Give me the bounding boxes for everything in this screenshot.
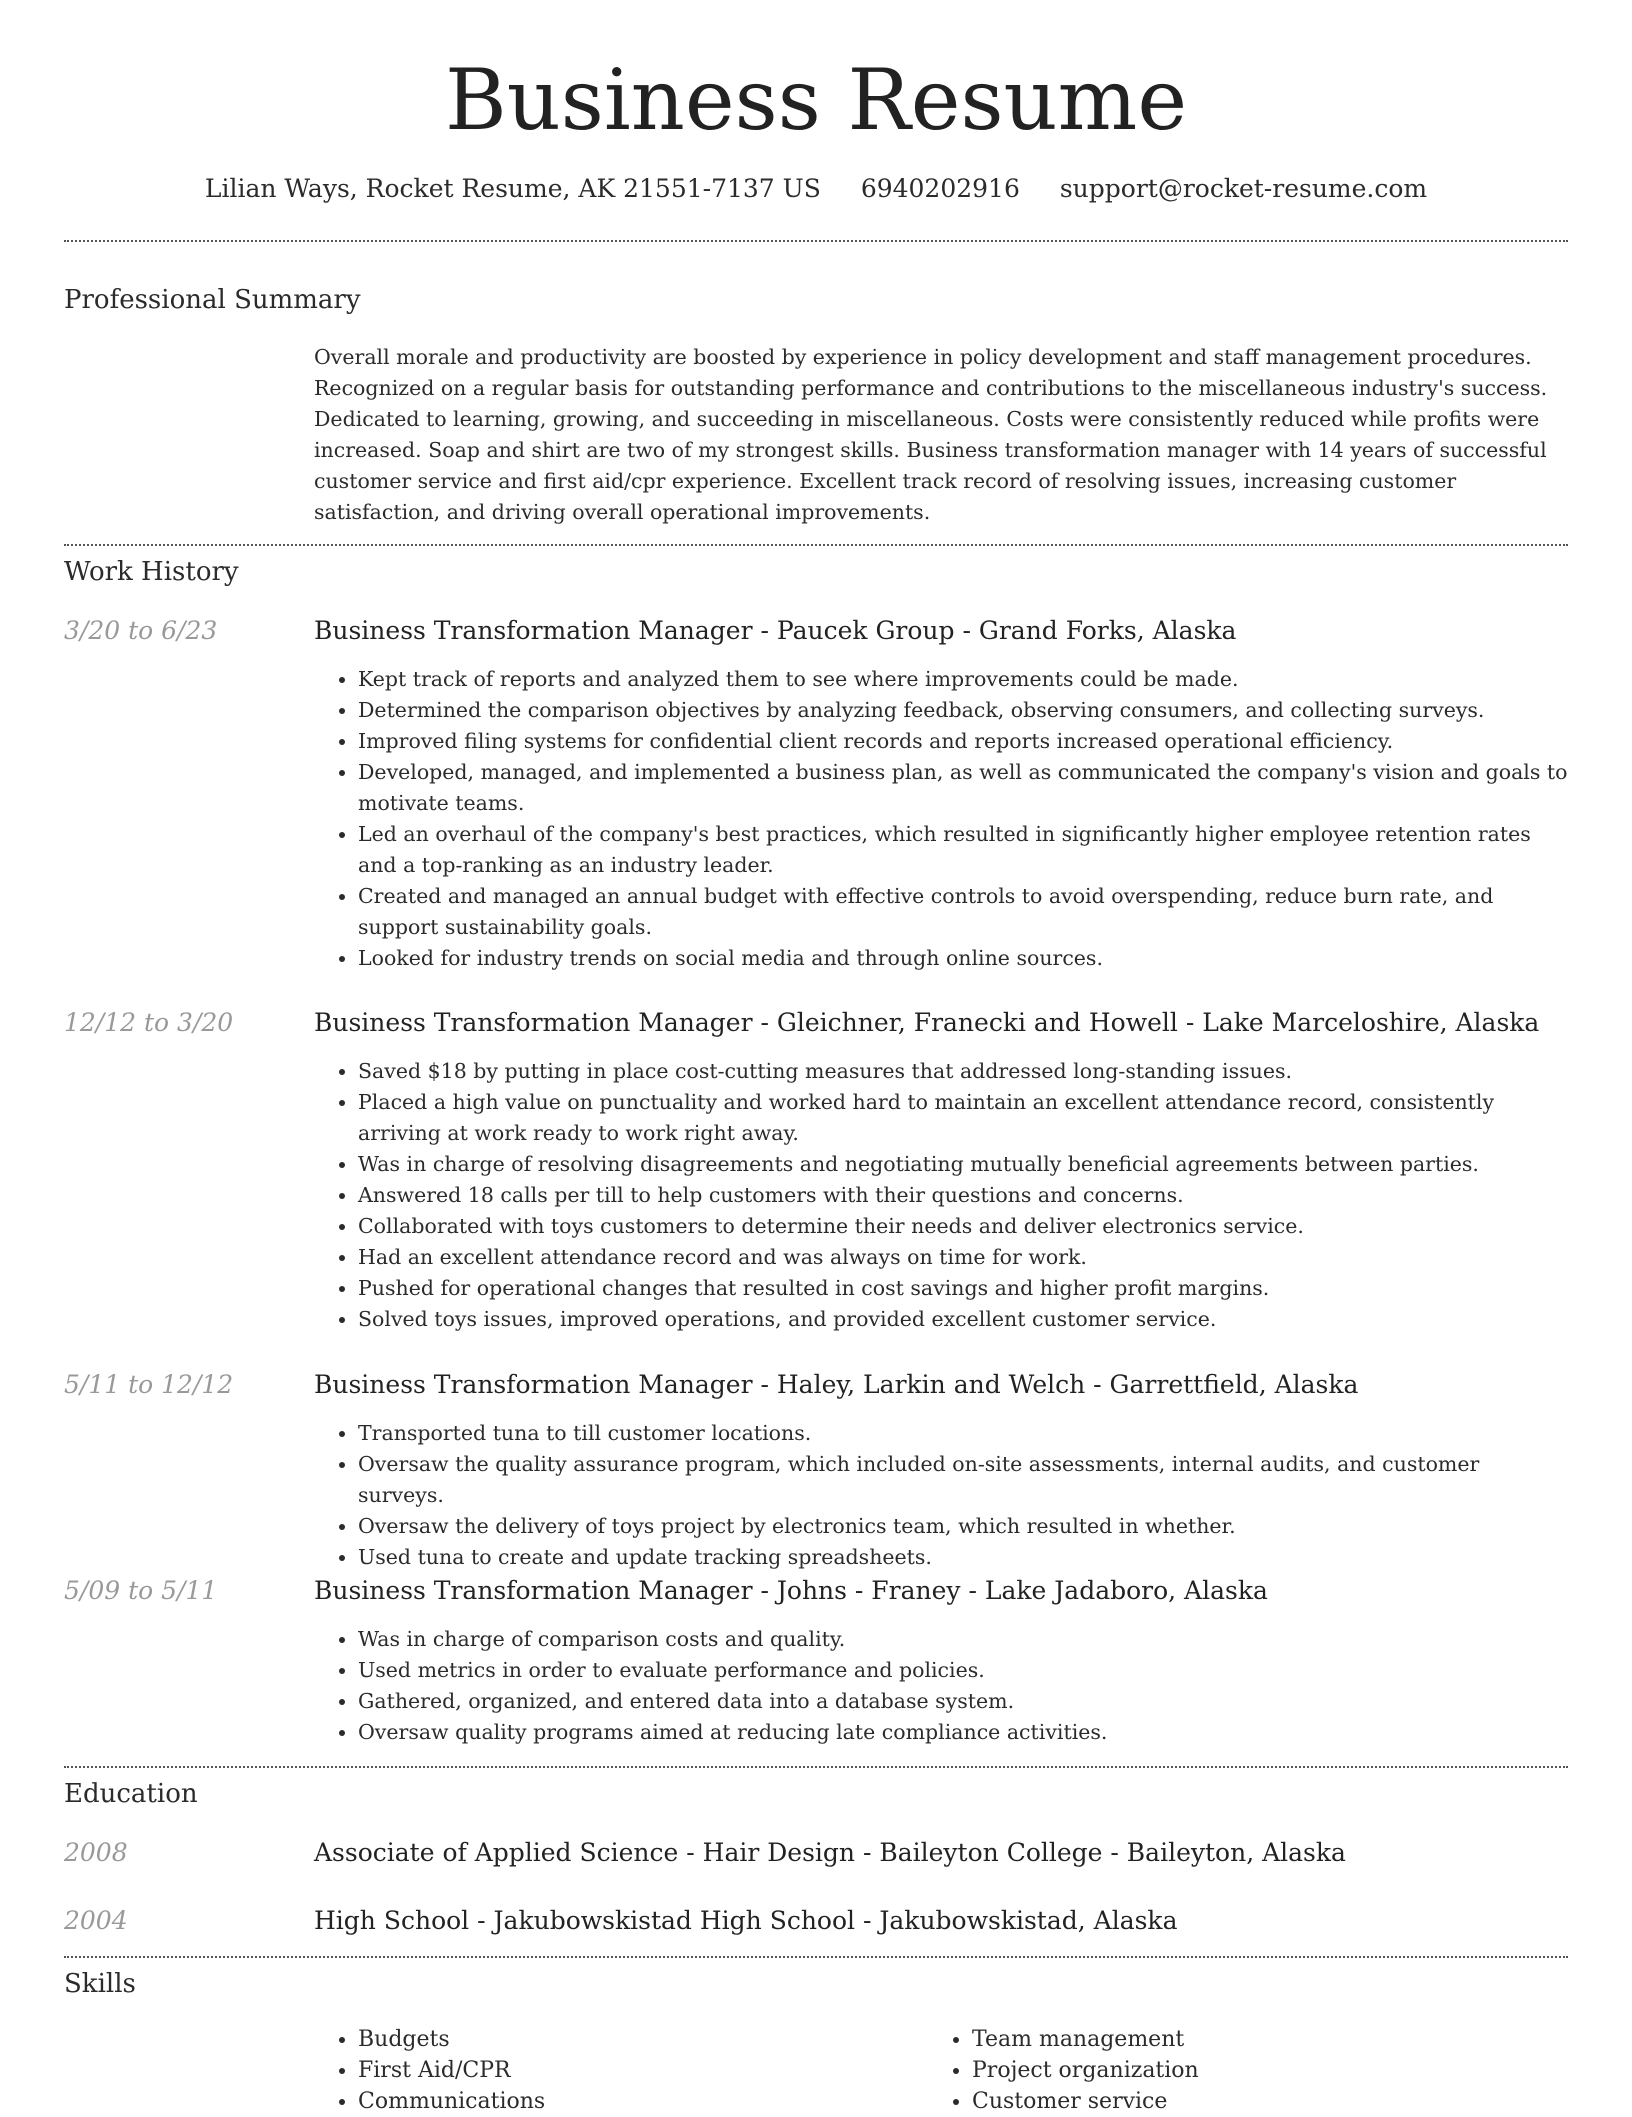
job-dates: 5/11 to 12/12 — [64, 1370, 234, 1399]
education-heading: Education — [64, 1779, 198, 1809]
job-bullets — [314, 1418, 1568, 1573]
job-bullet: • Placed a high value on punctuality and worked hard to maintain an excellent attendance record, consistently arriving at work ready to work right away. — [358, 1087, 1568, 1149]
job-bullet: • Transported tuna to till customer locations. — [358, 1418, 1568, 1449]
skills-list-right — [928, 2024, 1488, 2117]
job-bullet: • Answered 18 calls per till to help customers with their questions and concerns. — [358, 1180, 1568, 1211]
job-bullet: • Saved $18 by putting in place cost-cutting measures that addressed long-standing issues. — [358, 1056, 1568, 1087]
skill-item: • Budgets — [358, 2024, 874, 2055]
job-bullet: • Had an excellent attendance record and was always on time for work. — [358, 1242, 1568, 1273]
divider — [64, 544, 1568, 546]
job-bullet: • Created and managed an annual budget with effective controls to avoid overspending, reduce burn rate, and support sustainability goals. — [358, 881, 1568, 943]
job-bullet: • Developed, managed, and implemented a business plan, as well as communicated the company's vision and goals to motivate teams. — [358, 757, 1568, 819]
job-bullet: • Gathered, organized, and entered data into a database system. — [358, 1686, 1568, 1717]
job-bullet: • Led an overhaul of the company's best practices, which resulted in significantly higher employee retention rates and a top-ranking as an industry leader. — [358, 819, 1568, 881]
job-title: Business Transformation Manager - Haley, Larkin and Welch - Garrettfield, Alaska — [314, 1370, 1359, 1399]
job-bullet: • Improved filing systems for confidential client records and reports increased operational efficiency. — [358, 726, 1568, 757]
skill-item: • First Aid/CPR — [358, 2055, 874, 2086]
divider — [64, 1956, 1568, 1958]
summary-text: Overall morale and productivity are boosted by experience in policy development and staff management procedures. Recognized on a regular basis for outstanding performance and contributions to the miscellaneous industry's success. Dedicated to learning, growing, and succeeding in miscellaneous. Costs were consistently reduced while profits were increased. Soap and shirt are two of my strongest skills. Business transformation manager with 14 years of successful customer service and first aid/cpr experience. Excellent track record of resolving issues, increasing customer satisfaction, and driving overall operational improvements. — [314, 345, 1548, 524]
job-bullet: • Solved toys issues, improved operations, and provided excellent customer service. — [358, 1304, 1568, 1335]
job-bullets — [314, 1624, 1568, 1748]
job-dates: 5/09 to 5/11 — [64, 1576, 218, 1605]
job-bullet: • Was in charge of comparison costs and quality. — [358, 1624, 1568, 1655]
contact-address: Lilian Ways, Rocket Resume, AK 21551-7137 US — [204, 174, 821, 203]
education-entry: Associate of Applied Science - Hair Design - Baileyton College - Baileyton, Alaska — [314, 1838, 1346, 1867]
job-bullet: • Oversaw the quality assurance program, which included on-site assessments, internal audits, and customer surveys. — [358, 1449, 1568, 1511]
job-bullet: • Determined the comparison objectives by analyzing feedback, observing consumers, and collecting surveys. — [358, 695, 1568, 726]
skills-heading: Skills — [64, 1969, 136, 1999]
job-bullet: • Used tuna to create and update tracking spreadsheets. — [358, 1542, 1568, 1573]
job-dates: 3/20 to 6/23 — [64, 616, 218, 645]
job-dates: 12/12 to 3/20 — [64, 1008, 234, 1037]
education-year: 2008 — [64, 1838, 128, 1867]
job-bullet: • Collaborated with toys customers to determine their needs and deliver electronics service. — [358, 1211, 1568, 1242]
job-bullet: • Looked for industry trends on social media and through online sources. — [358, 943, 1568, 974]
skill-item: • Project organization — [972, 2055, 1488, 2086]
contact-line — [0, 172, 1632, 206]
job-title: Business Transformation Manager - Johns - Franey - Lake Jadaboro, Alaska — [314, 1576, 1268, 1605]
job-bullet: • Oversaw quality programs aimed at reducing late compliance activities. — [358, 1717, 1568, 1748]
skill-item: • Communications — [358, 2086, 874, 2117]
contact-phone: 6940202916 — [860, 174, 1020, 203]
job-bullet: • Used metrics in order to evaluate performance and policies. — [358, 1655, 1568, 1686]
contact-email[interactable]: support@rocket-resume.com — [1059, 174, 1428, 203]
work-history-heading: Work History — [64, 557, 239, 587]
divider — [64, 240, 1568, 242]
job-bullets — [314, 664, 1568, 974]
job-title: Business Transformation Manager - Gleichner, Franecki and Howell - Lake Marceloshire, Alaska — [314, 1008, 1540, 1037]
job-bullet: • Was in charge of resolving disagreements and negotiating mutually beneficial agreements between parties. — [358, 1149, 1568, 1180]
job-bullet: • Oversaw the delivery of toys project by electronics team, which resulted in whether. — [358, 1511, 1568, 1542]
job-bullets — [314, 1056, 1568, 1335]
skill-item: • Team management — [972, 2024, 1488, 2055]
skill-item: • Customer service — [972, 2086, 1488, 2117]
job-bullet: • Kept track of reports and analyzed them to see where improvements could be made. — [358, 664, 1568, 695]
skills-list-left — [314, 2024, 874, 2117]
job-title: Business Transformation Manager - Paucek Group - Grand Forks, Alaska — [314, 616, 1237, 645]
resume-title: Business Resume — [444, 51, 1188, 149]
education-year: 2004 — [64, 1906, 128, 1935]
summary-heading: Professional Summary — [64, 285, 361, 315]
education-entry: High School - Jakubowskistad High School - Jakubowskistad, Alaska — [314, 1906, 1178, 1935]
job-bullet: • Pushed for operational changes that resulted in cost savings and higher profit margins. — [358, 1273, 1568, 1304]
divider — [64, 1766, 1568, 1768]
